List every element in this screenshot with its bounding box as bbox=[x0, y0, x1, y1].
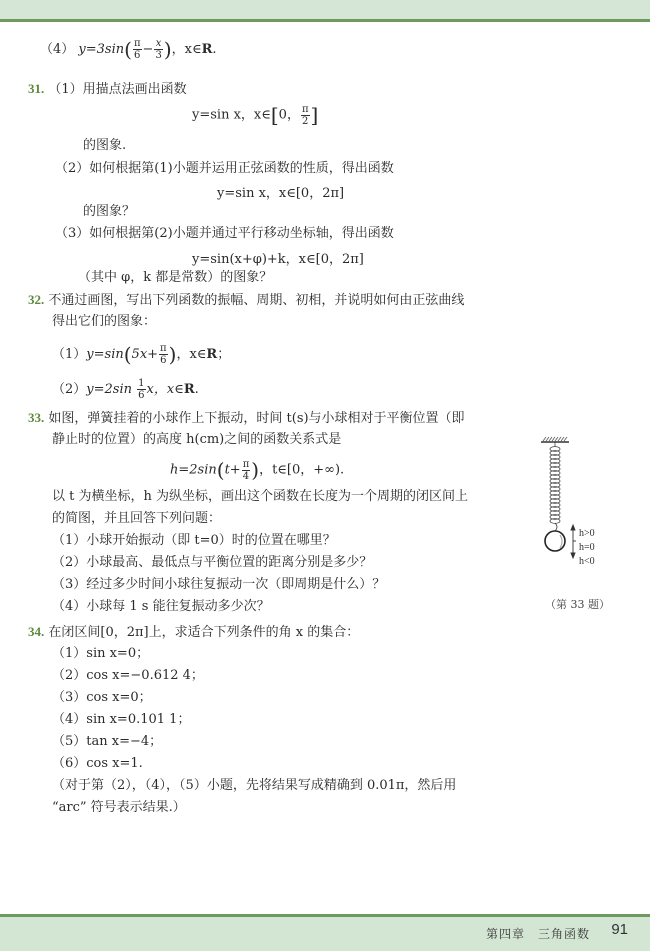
list-item: （4）小球每 1 s 能往复振动多少次？ bbox=[52, 599, 270, 614]
text-line: 的简图，并且回答下列问题： bbox=[52, 511, 222, 526]
problem-33-header: 33. 如图，弹簧挂着的小球作上下振动，时间 t(s)与小球相对于平衡位置（即 bbox=[28, 410, 465, 426]
note-text: “arc” 符号表示结果.） bbox=[52, 800, 186, 815]
list-item: （5）tan x=−4； bbox=[52, 734, 163, 749]
text-line: 静止时的位置）的高度 h(cm)之间的函数关系式是 bbox=[52, 432, 342, 447]
ceiling-hatch-icon bbox=[541, 437, 569, 442]
height-axis-arrow-icon bbox=[571, 525, 576, 558]
spring-icon bbox=[550, 442, 560, 531]
header-rule bbox=[0, 19, 650, 22]
label-h-positive: h>0 bbox=[579, 528, 595, 539]
list-item: （1）小球开始振动（即 t=0）时的位置在哪里？ bbox=[52, 533, 336, 548]
header-band bbox=[0, 0, 650, 19]
problem-31-header: 31. （1）用描点法画出函数 bbox=[28, 81, 187, 97]
equation-33: h=2sin(t+ $\frac{\pi}{4}$ )，t∈[0，+∞). bbox=[170, 458, 345, 482]
problem-32-header: 32. 不通过画图，写出下列函数的振幅、周期、初相，并说明如何由正弦曲线 bbox=[28, 292, 465, 308]
note-text: （对于第（2），（4），（5）小题，先将结果写成精确到 0.01π，然后用 bbox=[52, 778, 457, 793]
list-item: （3）经过多少时间小球往复振动一次（即周期是什么）？ bbox=[52, 577, 386, 592]
equation-31-1: y=sin x，x∈[0， $\frac{\pi}{2}$ ] bbox=[192, 103, 319, 127]
list-item: （6）cos x=1. bbox=[52, 756, 143, 771]
problem-31-part-2: （2）如何根据第(1)小题并运用正弦函数的性质，得出函数 bbox=[55, 161, 394, 176]
problem-32-part-2: （2）y=2sin $\frac{1}{6}$ x，x∈R. bbox=[52, 378, 199, 401]
problem-number: 33. bbox=[28, 410, 45, 425]
text-line: 得出它们的图象： bbox=[52, 314, 157, 329]
page-number: 91 bbox=[611, 921, 628, 938]
list-item: （2）cos x=−0.612 4； bbox=[52, 668, 204, 683]
text-line: 的图象. bbox=[83, 138, 127, 153]
list-item: （3）cos x=0； bbox=[52, 690, 152, 705]
problem-31-part-3: （3）如何根据第(2)小题并通过平行移动坐标轴，得出函数 bbox=[55, 226, 394, 241]
problem-30-item-4: （4） y=3sin( $\frac{\pi}{6}$ − $\frac{x}{3}$ )，x∈R. bbox=[40, 37, 217, 62]
list-item: （1）sin x=0； bbox=[52, 646, 150, 661]
problem-number: 32. bbox=[28, 292, 45, 307]
text-line: 的图象？ bbox=[83, 204, 136, 219]
equation-31-3: y=sin(x+φ)+k，x∈[0，2π] bbox=[192, 252, 364, 267]
label-h-negative: h<0 bbox=[579, 556, 595, 567]
list-item: （2）小球最高、最低点与平衡位置的距离分别是多少？ bbox=[52, 555, 373, 570]
ball-icon bbox=[545, 531, 565, 551]
figure-caption: （第 33 题） bbox=[545, 598, 610, 611]
fraction: $\frac{\pi}{6}$ bbox=[133, 38, 141, 61]
problem-34-header: 34. 在闭区间[0，2π]上，求适合下列条件的角 x 的集合： bbox=[28, 624, 360, 640]
problem-32-part-1: （1）y=sin(5x+ $\frac{\pi}{6}$ )，x∈R； bbox=[52, 342, 231, 367]
list-item: （4）sin x=0.101 1； bbox=[52, 712, 191, 727]
text-line: （其中 φ，k 都是常数）的图象？ bbox=[78, 270, 273, 285]
problem-number: 31. bbox=[28, 81, 45, 96]
label-h-zero: h=0 bbox=[579, 542, 595, 553]
text-line: 以 t 为横坐标，h 为纵坐标，画出这个函数在长度为一个周期的闭区间上 bbox=[52, 489, 468, 504]
problem-number: 34. bbox=[28, 624, 45, 639]
fraction: $\frac{x}{3}$ bbox=[155, 38, 162, 61]
equation-31-2: y=sin x，x∈[0，2π] bbox=[217, 186, 345, 201]
chapter-title: 第四章 三角函数 bbox=[485, 927, 590, 941]
